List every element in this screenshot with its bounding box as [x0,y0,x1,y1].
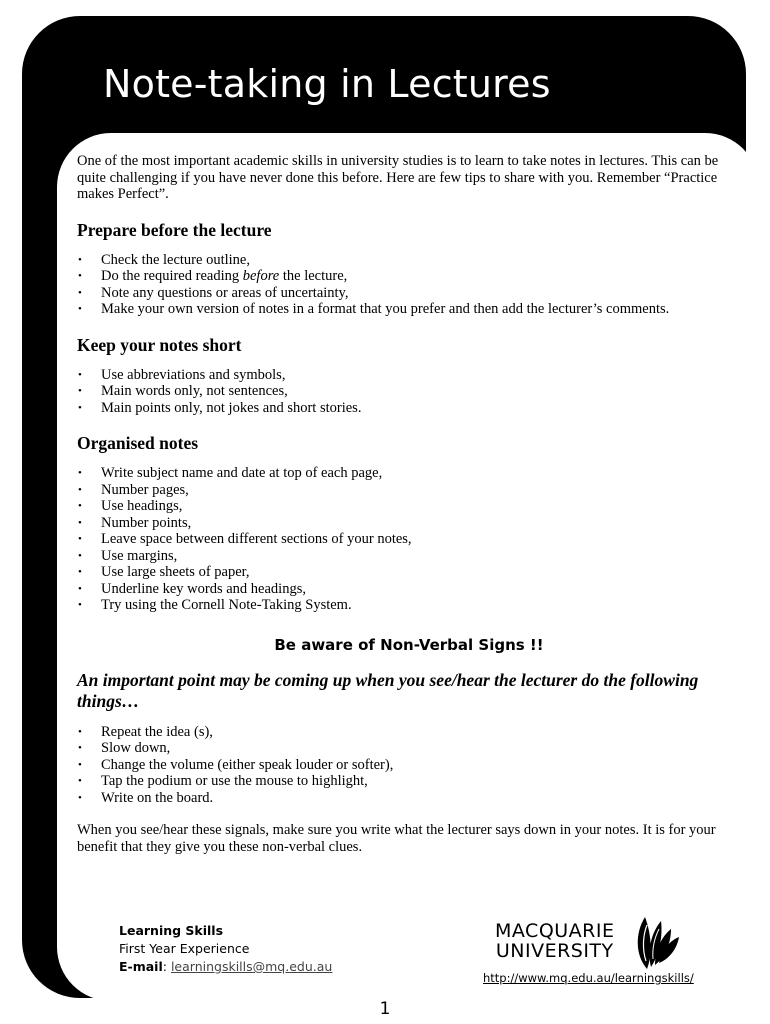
lighthouse-emblem-icon [627,911,685,971]
list-item: • Write on the board. [77,790,729,807]
logo-line-2: UNIVERSITY [495,940,614,962]
prepare-list [77,252,729,318]
list-item: • Number pages, [77,482,729,499]
closing-paragraph: When you see/hear these signals, make sure you write what the lecturer says down in your notes. It is for your benefit that they give you these non-verbal clues. [77,822,716,855]
page-title: Note-taking in Lectures [103,62,551,106]
footer-program: First Year Experience [119,941,250,956]
list-item: • Note any questions or areas of uncertainty, [77,285,729,302]
section-heading-prepare: Prepare before the lecture [77,219,272,240]
list-item: • Use headings, [77,498,729,515]
aware-heading: Be aware of Non-Verbal Signs !! [274,635,544,654]
list-item: • Use abbreviations and symbols, [77,367,729,384]
footer-unit: Learning Skills [119,923,224,938]
list-item: • Tap the podium or use the mouse to highlight, [77,773,729,790]
section-heading-short: Keep your notes short [77,334,242,355]
important-heading: An important point may be coming up when you see/hear the lecturer do the following things… [77,669,699,711]
logo-wordmark [495,921,615,961]
footer-email-row: E-mail: learningskills@mq.edu.au [119,959,333,974]
section-heading-organised: Organised notes [77,433,199,453]
list-item: • Main words only, not sentences, [77,383,729,400]
list-item: • Main points only, not jokes and short stories. [77,400,729,417]
logo-line-1: MACQUARIE [495,920,615,942]
list-item: • Underline key words and headings, [77,581,729,598]
website-link[interactable]: http://www.mq.edu.au/learningskills/ [483,971,694,985]
list-item: • Try using the Cornell Note-Taking System. [77,597,729,614]
list-item: • Repeat the idea (s), [77,724,729,741]
list-item: • Make your own version of notes in a format that you prefer and then add the lecturer’s comments. [77,301,729,318]
list-item: • Use large sheets of paper, [77,564,729,581]
macquarie-logo [495,911,685,971]
list-item: • Check the lecture outline, [77,252,729,269]
list-item: • Leave space between different sections of your notes, [77,531,729,548]
content-panel [57,133,759,1001]
list-item: • Slow down, [77,740,729,757]
list-item: • Change the volume (either speak louder or softer), [77,757,729,774]
intro-paragraph: One of the most important academic skills in university studies is to learn to take notes in lectures. This can be quite challenging if you have never done this before. Here are few tips to share with you. Remember “Practice makes Perfect”. [77,153,719,202]
signals-list [77,724,729,807]
organised-list [77,465,729,614]
page-number: 1 [379,999,391,1019]
list-item-italic: • Do the required reading before the lecture, [77,268,729,285]
footer-contact [119,922,332,976]
list-item: • Number points, [77,515,729,532]
emphasis-before: before [242,268,280,284]
list-item: • Write subject name and date at top of each page, [77,465,729,482]
page-frame [22,16,746,998]
short-list [77,367,729,417]
email-label: E-mail [119,959,163,974]
list-item: • Use margins, [77,548,729,565]
email-link[interactable]: learningskills@mq.edu.au [170,959,333,974]
